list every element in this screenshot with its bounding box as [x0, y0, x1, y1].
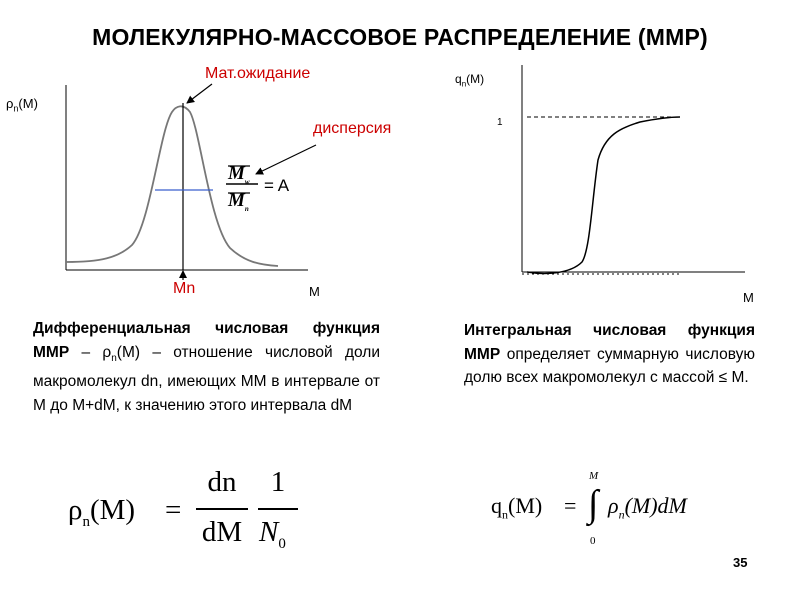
frac1-bar	[196, 508, 248, 510]
ratio-equals: = A	[264, 176, 290, 195]
frac1-denominator: dM	[201, 516, 243, 548]
mn-label: Mn	[173, 280, 196, 297]
cumulative-curve	[527, 117, 680, 273]
density-formula-lhs: $\rho_n(M)$	[68, 494, 136, 530]
expectation-label: Мат.ожидание	[205, 65, 311, 82]
integral-upper-limit: M	[589, 470, 599, 482]
frac2-numerator: 1	[270, 466, 286, 498]
differential-function-description: Дифференциальная числовая функция ММР – $\rho_n(M)$ – отношение числовой доли макромолекул dn, имеющих ММ в интервале от М до M+dM, к значению этого интервала dM	[33, 320, 380, 414]
page-title: МОЛЕКУЛЯРНО-МАССОВОЕ РАСПРЕДЕЛЕНИЕ (ММР)	[92, 24, 708, 50]
integral-lower-limit: 0	[590, 535, 596, 547]
cumulative-formula-lhs: $q_n(M)$	[491, 493, 543, 522]
density-formula-equals: =	[165, 494, 182, 526]
integral-sign: ∫	[588, 483, 599, 525]
dispersion-arrow	[256, 145, 316, 174]
right-y-tick: 1	[497, 117, 503, 128]
page-number: 35	[733, 555, 748, 570]
frac2-bar	[258, 508, 298, 510]
ratio-numerator: $M_w$	[228, 163, 250, 186]
integral-function-term: Интегральная числовая функция ММР	[464, 322, 755, 363]
left-y-label: $\rho_n(M)$	[6, 96, 38, 114]
frac2-denominator: $N_0$	[259, 516, 286, 552]
frac1-numerator: dn	[207, 466, 237, 498]
left-x-label: M	[309, 284, 320, 299]
dispersion-label: дисперсия	[313, 120, 392, 137]
distribution-curve	[66, 106, 278, 266]
right-x-label: M	[743, 290, 754, 305]
ratio-denominator: $M_n$	[228, 190, 249, 213]
expectation-arrow	[187, 84, 212, 103]
cumulative-formula-integrand: $\rho_n(M)dM$	[608, 493, 687, 522]
differential-function-term: Дифференциальная числовая функция ММР	[33, 320, 380, 361]
cumulative-formula-equals: =	[564, 493, 577, 518]
right-y-label: $q_n(M)$	[455, 72, 485, 89]
integral-function-description: Интегральная числовая функция ММР определяет суммарную числовую долю всех макромолекул с массой ≤ M.	[464, 322, 755, 386]
